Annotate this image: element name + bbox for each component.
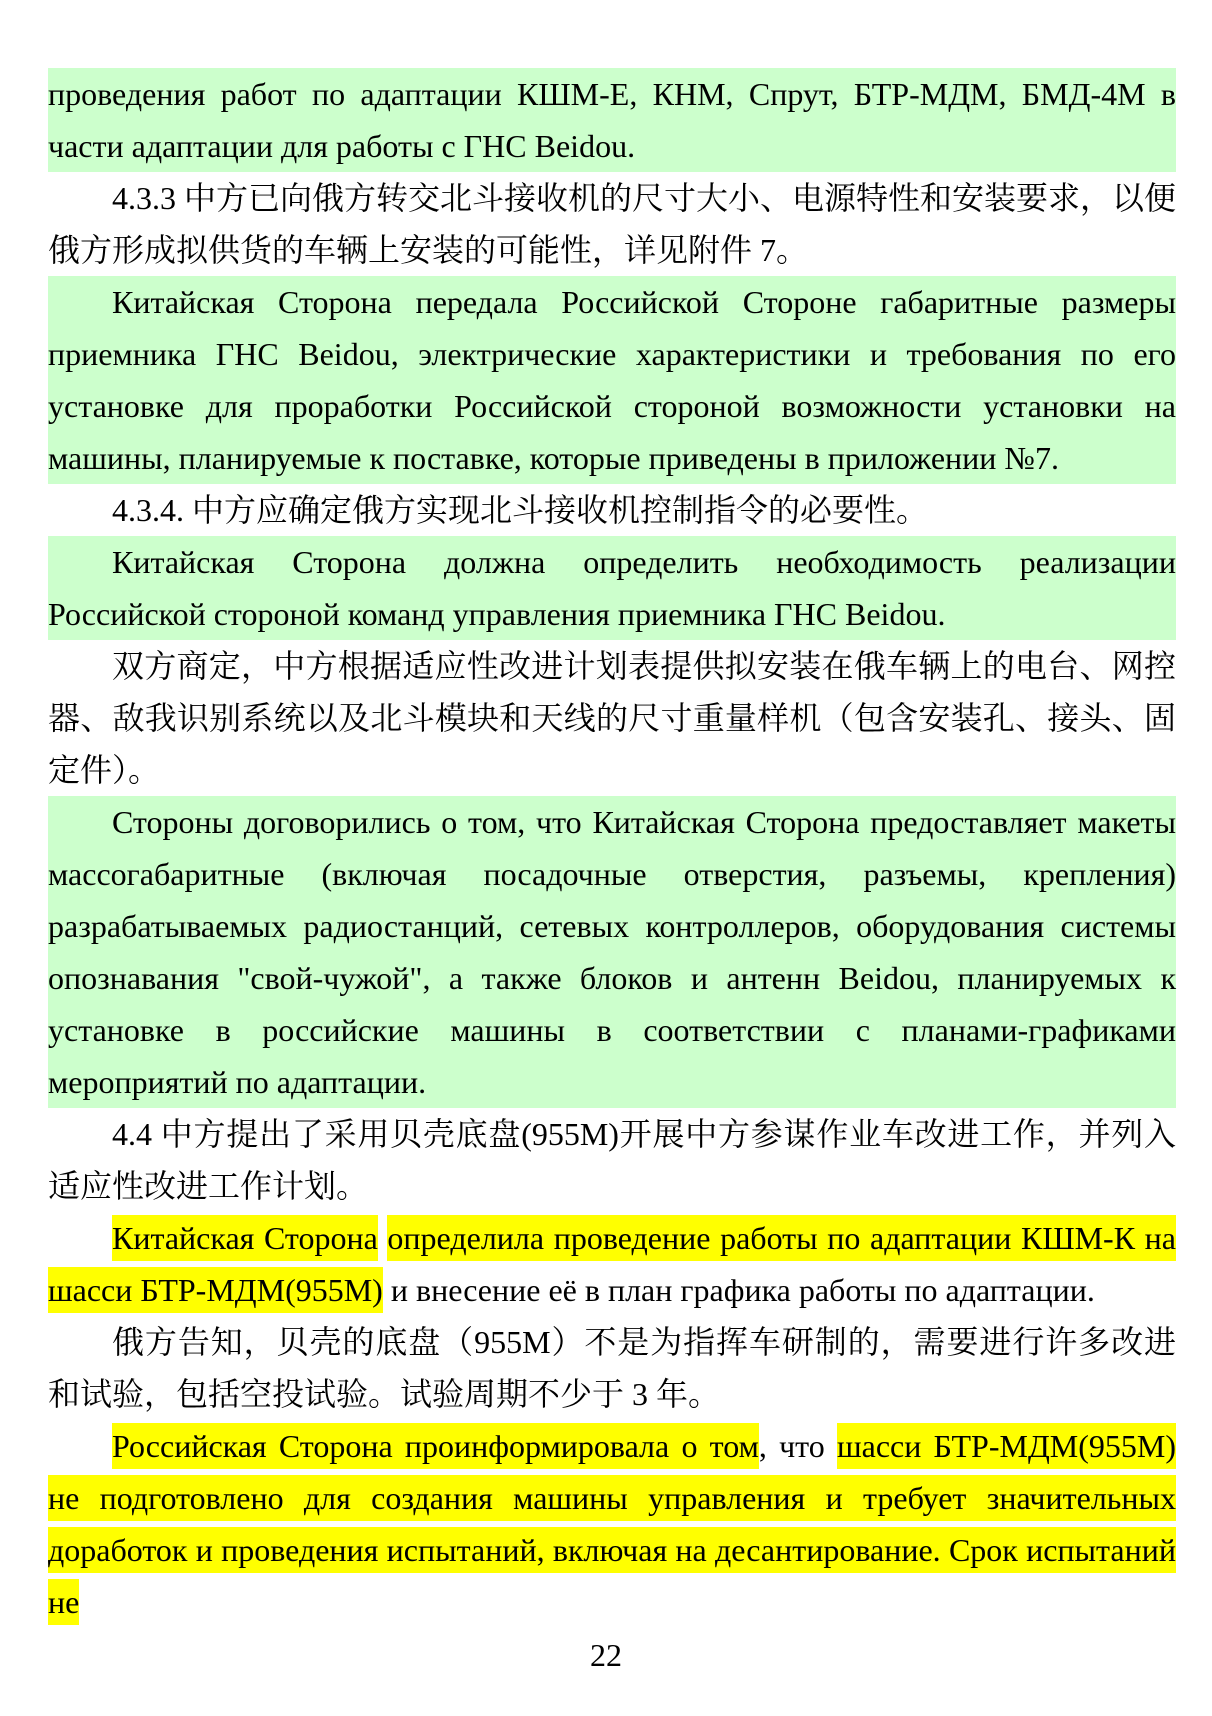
text-segment: 俄方告知，贝壳的底盘（955M）不是为指挥车研制的，需要进行许多改进和试验，包括空投试验。试验周期不少于 3 年。 xyxy=(48,1324,1176,1412)
text-segment: 4.3.4. 中方应确定俄方实现北斗接收机控制指令的必要性。 xyxy=(112,492,929,528)
paragraph-2 xyxy=(48,172,1176,276)
green-highlighted-text: Стороны договорились о том, что Китайская Сторона предоставляет макеты массогабаритные (включая посадочные отверстия, разъемы, крепления) разрабатываемых радиостанций, сетевых контроллеров, оборудования системы опознавания "свой-чужой", а также блоков и антенн Beidou, планируемых к установке в российские машины в соответствии с планами-графиками мероприятий по адаптации. xyxy=(48,804,1176,1100)
yellow-highlighted-text: определила проведение работы по адаптации КШМ-К на шасси БТР-МДМ(955М) xyxy=(48,1215,1176,1313)
paragraph-8 xyxy=(48,1108,1176,1212)
paragraph-9 xyxy=(48,1212,1176,1316)
text-segment: , что xyxy=(758,1428,837,1464)
paragraph-7 xyxy=(48,796,1176,1108)
paragraph-3 xyxy=(48,276,1176,484)
text-segment xyxy=(378,1220,388,1256)
paragraph-10 xyxy=(48,1316,1176,1420)
paragraph-11 xyxy=(48,1420,1176,1628)
yellow-highlighted-text: Китайская Сторона xyxy=(112,1215,378,1261)
yellow-highlighted-text: шасси БТР-МДМ(955М) не подготовлено для создания машины управления и требует значительных доработок и проведения испытаний, включая на десантирование. Срок испытаний не xyxy=(48,1423,1176,1625)
text-segment: 4.3.3 中方已向俄方转交北斗接收机的尺寸大小、电源特性和安装要求，以便俄方形成拟供货的车辆上安装的可能性，详见附件 7。 xyxy=(48,180,1177,268)
document-body xyxy=(48,68,1176,1628)
green-highlighted-text: Китайская Сторона передала Российской Стороне габаритные размеры приемника ГНС Beidou, электрические характеристики и требования по его установке для проработки Российской стороной возможности установки на машины, планируемые к поставке, которые приведены в приложении №7. xyxy=(48,284,1176,476)
paragraph-1 xyxy=(48,68,1176,172)
text-segment: и внесение её в план графика работы по адаптации. xyxy=(382,1272,1095,1308)
paragraph-5 xyxy=(48,536,1176,640)
text-segment: 双方商定，中方根据适应性改进计划表提供拟安装在俄车辆上的电台、网控器、敌我识别系统以及北斗模块和天线的尺寸重量样机（包含安装孔、接头、固定件）。 xyxy=(48,648,1176,788)
page-number: 22 xyxy=(590,1637,622,1673)
paragraph-4 xyxy=(48,484,1176,536)
green-highlighted-text: Китайская Сторона должна определить необходимость реализации Российской стороной команд управления приемника ГНС Beidou. xyxy=(48,544,1176,632)
text-segment: 4.4 中方提出了采用贝壳底盘(955M)开展中方参谋作业车改进工作，并列入适应性改进工作计划。 xyxy=(48,1116,1176,1204)
green-highlighted-text: проведения работ по адаптации КШМ-Е, КНМ, Спрут, БТР-МДМ, БМД-4М в части адаптации для работы с ГНС Beidou. xyxy=(48,76,1176,164)
paragraph-6 xyxy=(48,640,1176,796)
yellow-highlighted-text: Российская Сторона проинформировала о том xyxy=(112,1423,759,1469)
